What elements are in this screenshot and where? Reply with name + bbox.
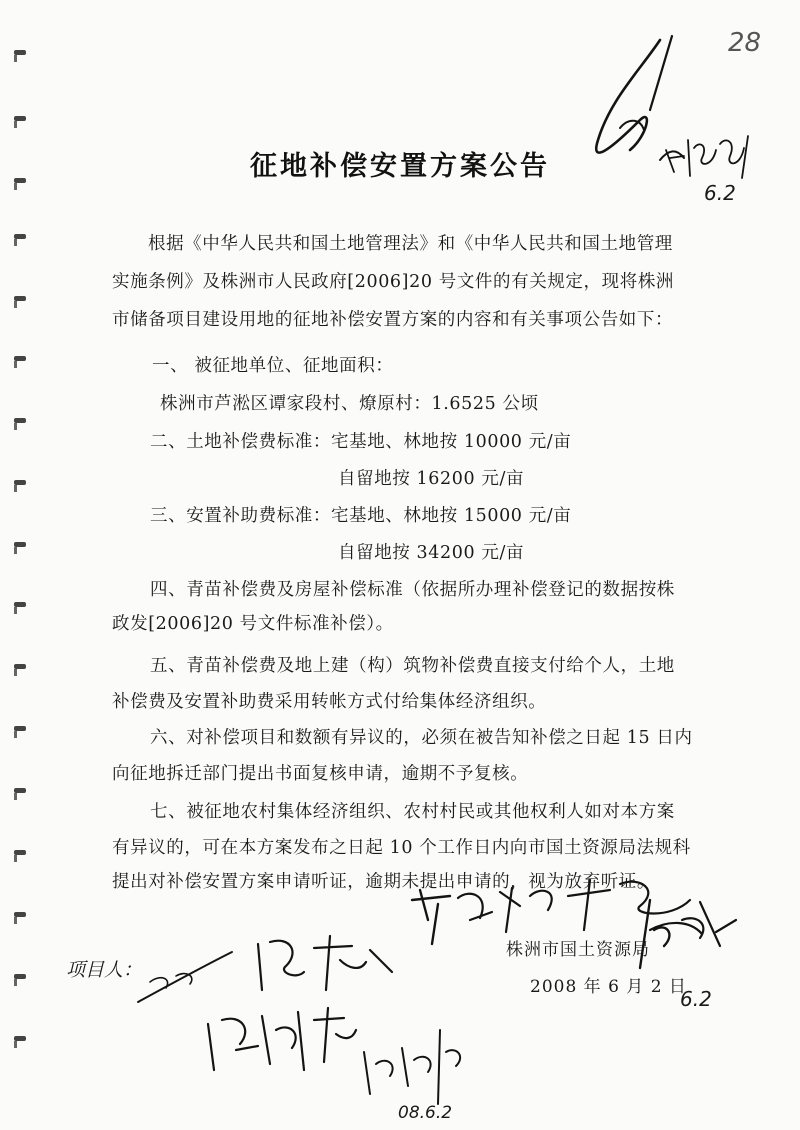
top-right-signature: [596, 36, 684, 160]
binding-hole: [14, 912, 26, 917]
binding-hole: [14, 1036, 26, 1041]
body-line: 补偿费及安置补助费采用转帐方式付给集体经济组织。: [112, 692, 547, 712]
binding-holes: [14, 50, 28, 1050]
handwritten-date-bottom: 08.6.2: [398, 1103, 453, 1123]
underline-stroke: [138, 952, 232, 1002]
binding-hole: [14, 850, 26, 855]
section-heading: 七、被征地农村集体经济组织、农村村民或其他权利人如对本方案: [150, 802, 675, 822]
section-heading: 六、对补偿项目和数额有异议的，必须在被告知补偿之日起 15 日内: [150, 728, 693, 748]
body-line: 向征地拆迁部门提出书面复核申请，逾期不予复核。: [112, 764, 529, 784]
page-number: 28: [728, 28, 762, 58]
bottom-right-signature: [640, 900, 736, 968]
body-line: 自留地按 34200 元/亩: [338, 543, 525, 563]
section-heading: 五、青苗补偿费及地上建（构）筑物补偿费直接支付给个人，土地: [150, 656, 675, 676]
body-line: 市储备项目建设用地的征地补偿安置方案的内容和有关事项公告如下：: [112, 310, 674, 330]
approval-note-2: [208, 1008, 356, 1070]
binding-hole: [14, 788, 26, 793]
body-line: 自留地按 16200 元/亩: [338, 469, 525, 489]
binding-hole: [14, 296, 26, 301]
binding-hole: [14, 418, 26, 423]
body-line: 实施条例》及株洲市人民政府[2006]20 号文件的有关规定，现将株洲: [112, 272, 675, 292]
handwritten-label-left: 项目人：: [66, 959, 143, 981]
binding-hole: [14, 480, 26, 485]
handwritten-date-top: 6.2: [704, 181, 736, 205]
binding-hole: [14, 50, 26, 55]
binding-hole: [14, 116, 26, 121]
section-heading: 一、 被征地单位、征地面积：: [152, 356, 394, 376]
binding-hole: [14, 542, 26, 547]
binding-hole: [14, 664, 26, 669]
approval-signature-bottom: [364, 1030, 460, 1104]
section-heading: 四、青苗补偿费及房屋补偿标准（依据所办理补偿登记的数据按株: [150, 580, 675, 600]
section-heading: 二、土地补偿费标准：宅基地、林地按 10000 元/亩: [150, 432, 572, 452]
initials-stroke: [150, 974, 192, 988]
handwritten-date-right: 6.2: [680, 987, 712, 1011]
binding-hole: [14, 726, 26, 731]
approval-note-1: [258, 936, 392, 990]
body-line: 根据《中华人民共和国土地管理法》和《中华人民共和国土地管理: [148, 234, 673, 254]
body-line: 有异议的，可在本方案发布之日起 10 个工作日内向市国土资源局法规科: [112, 838, 691, 858]
body-line: 株洲市芦淞区谭家段村、燎原村：1.6525 公顷: [160, 394, 539, 414]
issue-date: 2008 年 6 月 2 日: [530, 977, 687, 997]
section-heading: 三、安置补助费标准：宅基地、林地按 15000 元/亩: [150, 506, 572, 526]
body-line: 政发[2006]20 号文件标准补偿）。: [112, 614, 394, 634]
binding-hole: [14, 602, 26, 607]
binding-hole: [14, 356, 26, 361]
issuer-name: 株洲市国土资源局: [506, 940, 650, 960]
document-title: 征地补偿安置方案公告: [250, 151, 550, 182]
binding-hole: [14, 234, 26, 239]
binding-hole: [14, 974, 26, 979]
body-line: 提出对补偿安置方案申请听证，逾期未提出申请的，视为放弃听证。: [112, 872, 655, 892]
